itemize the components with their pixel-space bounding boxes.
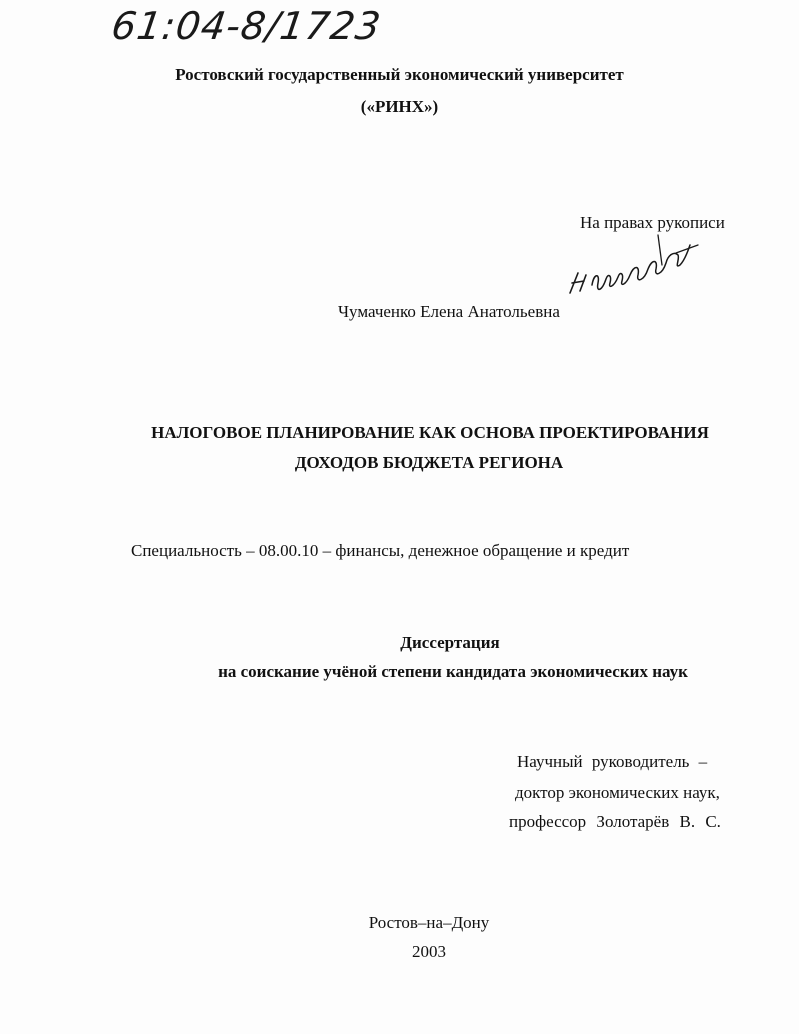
university-name: Ростовский государственный экономический университет: [175, 65, 624, 84]
city: Ростов–на–Дону: [368, 913, 490, 932]
work-type: Диссертация: [400, 633, 500, 652]
specialty: Специальность – 08.00.10 – финансы, денежное обращение и кредит: [131, 541, 630, 560]
degree-sought: на соискание учёной степени кандидата экономических наук: [218, 662, 688, 681]
year: 2003: [412, 942, 446, 961]
supervisor-name: профессор Золотарёв В. С.: [509, 812, 721, 831]
supervisor-role: Научный руководитель –: [517, 752, 708, 771]
dissertation-title-line-1: НАЛОГОВОЕ ПЛАНИРОВАНИЕ КАК ОСНОВА ПРОЕКТИРОВАНИЯ: [151, 423, 709, 442]
manuscript-rights-note: На правах рукописи: [580, 213, 725, 232]
author-name: Чумаченко Елена Анатольевна: [338, 302, 560, 321]
supervisor-degree: доктор экономических наук,: [515, 783, 720, 802]
archive-number: 61:04-8/1723: [108, 4, 385, 48]
dissertation-title-line-2: ДОХОДОВ БЮДЖЕТА РЕГИОНА: [294, 453, 564, 472]
signature-icon: [558, 225, 733, 305]
university-abbreviation: («РИНХ»): [360, 97, 439, 116]
